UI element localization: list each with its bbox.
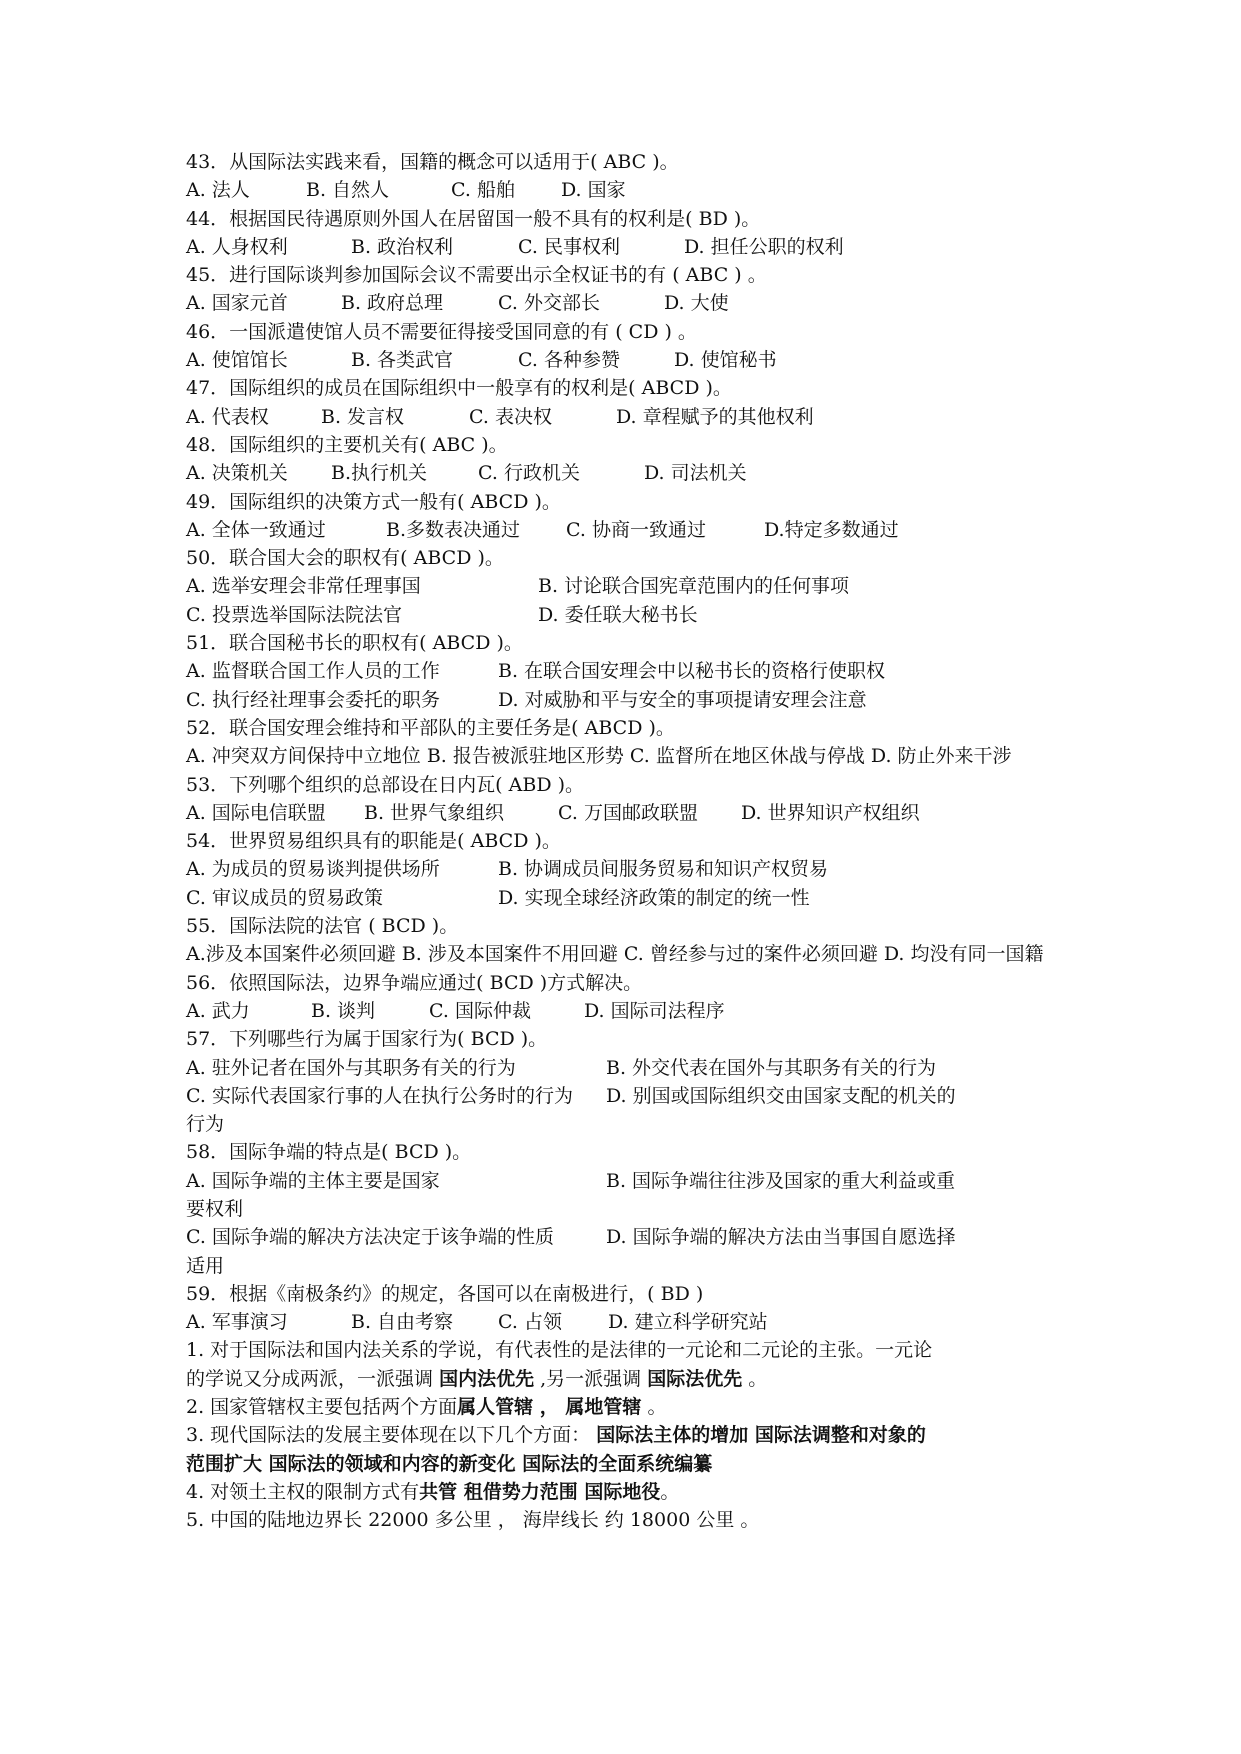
question-57: 57．下列哪些行为属于国家行为( BCD )。	[186, 1028, 548, 1051]
options-43: A. 法人 B. 自然人 C. 船舶 D. 国家	[186, 179, 626, 202]
fill-3-line2	[186, 1450, 1086, 1478]
question-48: 48．国际组织的主要机关有( ABC )。	[186, 433, 508, 456]
options-58-row3: C. 国际争端的解决方法决定于该争端的性质 D. 国际争端的解决方法由当事国自愿选择	[186, 1226, 956, 1249]
question-49: 49．国际组织的决策方式一般有( ABCD )。	[186, 490, 561, 513]
question-53: 53．下列哪个组织的总部设在日内瓦( ABD )。	[186, 773, 584, 796]
question-47: 47．国际组织的成员在国际组织中一般享有的权利是( ABCD )。	[186, 377, 732, 400]
options-56: A. 武力 B. 谈判 C. 国际仲裁 D. 国际司法程序	[186, 999, 725, 1022]
options-49: A. 全体一致通过 B.多数表决通过 C. 协商一致通过 D.特定多数通过	[186, 518, 899, 541]
fill-1-line2: 的学说又分成两派，一派强调 国内法优先 ,另一派强调 国际法优先 。	[186, 1367, 768, 1390]
question-44: 44．根据国民待遇原则外国人在居留国一般不具有的权利是( BD )。	[186, 207, 761, 230]
options-58-row2: 要权利	[186, 1197, 244, 1220]
question-58: 58．国际争端的特点是( BCD )。	[186, 1141, 472, 1164]
options-48: A. 决策机关 B.执行机关 C. 行政机关 D. 司法机关	[186, 462, 747, 485]
question-50: 50．联合国大会的职权有( ABCD )。	[186, 547, 504, 570]
answer-international-law-priority: 国际法优先	[647, 1367, 743, 1390]
options-57-row2: C. 实际代表国家行事的人在执行公务时的行为 D. 别国或国际组织交由国家支配的机关的	[186, 1084, 956, 1107]
options-54-row1: A. 为成员的贸易谈判提供场所 B. 协调成员间服务贸易和知识产权贸易	[186, 858, 829, 881]
question-55: 55．国际法院的法官 ( BCD )。	[186, 915, 459, 938]
options-52: A. 冲突双方间保持中立地位 B. 报告被派驻地区形势 C. 监督所在地区休战与停战 D. 防止外来干涉	[186, 745, 1012, 768]
fill-5: 5. 中国的陆地边界长 22000 多公里 ， 海岸线长 约 18000 公里 。	[186, 1509, 760, 1532]
question-56: 56．依照国际法，边界争端应通过( BCD )方式解决。	[186, 971, 643, 994]
answer-jurisdiction: 属人管辖 ， 属地管辖	[457, 1396, 642, 1419]
options-44: A. 人身权利 B. 政治权利 C. 民事权利 D. 担任公职的权利	[186, 235, 844, 258]
question-59: 59．根据《南极条约》的规定，各国可以在南极进行，( BD )	[186, 1282, 704, 1305]
question-54: 54．世界贸易组织具有的职能是( ABCD )。	[186, 830, 561, 853]
options-53: A. 国际电信联盟 B. 世界气象组织 C. 万国邮政联盟 D. 世界知识产权组织	[186, 801, 920, 824]
options-45: A. 国家元首 B. 政府总理 C. 外交部长 D. 大使	[186, 292, 729, 315]
answer-development-2: 范围扩大 国际法的领域和内容的新变化 国际法的全面系统编纂	[186, 1452, 713, 1475]
fill-1-line1: 1. 对于国际法和国内法关系的学说，有代表性的是法律的一元论和二元论的主张。一元论	[186, 1339, 933, 1362]
document-page	[186, 148, 1086, 1535]
question-46: 46．一国派遣使馆人员不需要征得接受国同意的有 ( CD ) 。	[186, 320, 697, 343]
answer-development-1: 国际法主体的增加 国际法调整和对象的	[596, 1424, 926, 1447]
options-46: A. 使馆馆长 B. 各类武官 C. 各种参赞 D. 使馆秘书	[186, 349, 777, 372]
fill-4: 4. 对领土主权的限制方式有共管 租借势力范围 国际地役。	[186, 1480, 680, 1503]
question-52: 52．联合国安理会维持和平部队的主要任务是( ABCD )。	[186, 716, 675, 739]
options-51-row2: C. 执行经社理事会委托的职务 D. 对威胁和平与安全的事项提请安理会注意	[186, 688, 867, 711]
options-57-row3: 行为	[186, 1113, 225, 1136]
answer-domestic-law-priority: 国内法优先	[439, 1367, 535, 1390]
question-45: 45．进行国际谈判参加国际会议不需要出示全权证书的有 ( ABC ) 。	[186, 264, 767, 287]
options-58-row1: A. 国际争端的主体主要是国家 B. 国际争端往往涉及国家的重大利益或重	[186, 1169, 956, 1192]
options-57-row1: A. 驻外记者在国外与其职务有关的行为 B. 外交代表在国外与其职务有关的行为	[186, 1056, 937, 1079]
question-43: 43．从国际法实践来看，国籍的概念可以适用于( ABC )。	[186, 151, 679, 173]
options-51-row1: A. 监督联合国工作人员的工作 B. 在联合国安理会中以秘书长的资格行使职权	[186, 660, 886, 683]
options-47: A. 代表权 B. 发言权 C. 表决权 D. 章程赋予的其他权利	[186, 405, 814, 428]
options-59: A. 军事演习 B. 自由考察 C. 占领 D. 建立科学研究站	[186, 1311, 768, 1334]
options-50-row2: C. 投票选举国际法院法官 D. 委任联大秘书长	[186, 603, 698, 626]
options-50-row1: A. 选举安理会非常任理事国 B. 讨论联合国宪章范围内的任何事项	[186, 575, 850, 598]
fill-2: 2. 国家管辖权主要包括两个方面属人管辖 ， 属地管辖 。	[186, 1396, 667, 1419]
options-55: A.涉及本国案件必须回避 B. 涉及本国案件不用回避 C. 曾经参与过的案件必须回避 D. 均没有同一国籍	[186, 943, 1044, 966]
options-58-row4: 适用	[186, 1254, 225, 1277]
answer-sovereignty-limits: 共管 租借势力范围 国际地役	[419, 1480, 661, 1503]
options-54-row2: C. 审议成员的贸易政策 D. 实现全球经济政策的制定的统一性	[186, 886, 810, 909]
question-51: 51．联合国秘书长的职权有( ABCD )。	[186, 632, 523, 655]
fill-3-line1: 3. 现代国际法的发展主要体现在以下几个方面： 国际法主体的增加 国际法调整和对象的	[186, 1424, 926, 1447]
